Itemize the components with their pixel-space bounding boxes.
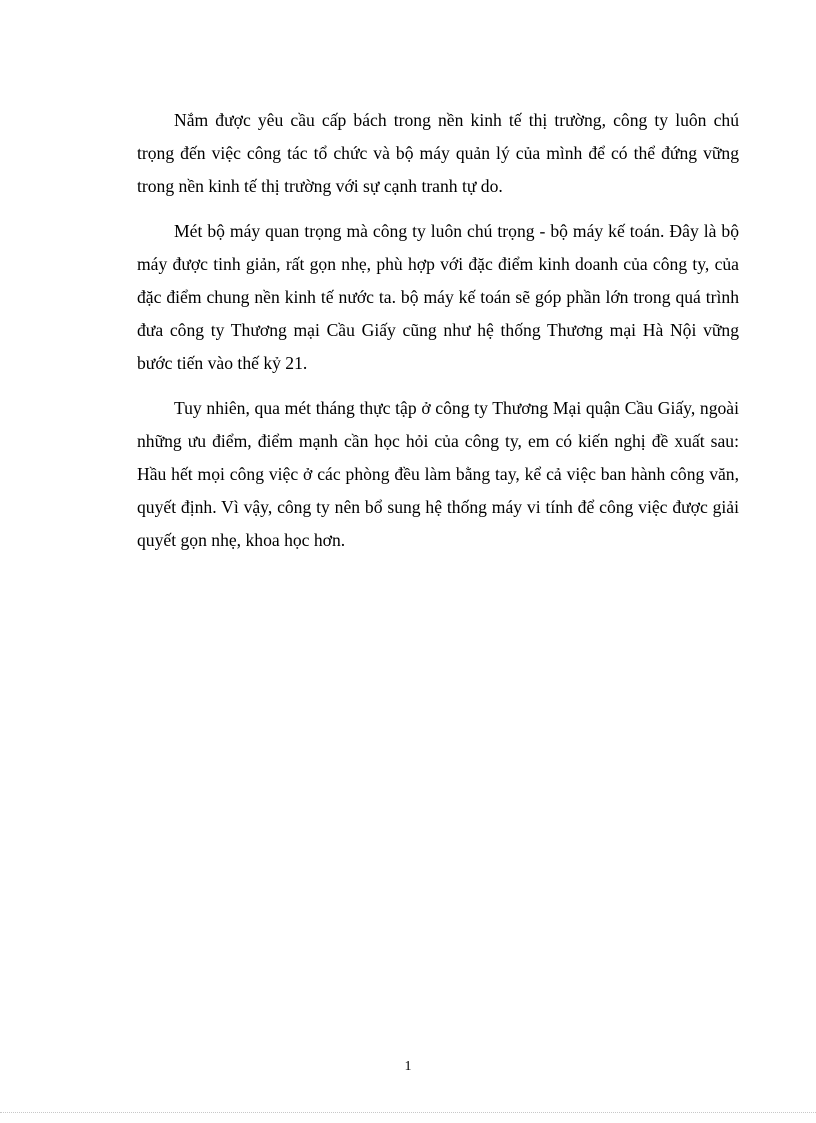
page-bottom-divider: [0, 1112, 816, 1113]
paragraph-2: Mét bộ máy quan trọng mà công ty luôn chú trọng - bộ máy kế toán. Đây là bộ máy được tinh giản, rất gọn nhẹ, phù hợp với đặc điểm kinh doanh của công ty, của đặc điểm chung nền kinh tế nước ta. bộ máy kế toán sẽ góp phần lớn trong quá trình đưa công ty Thương mại Cầu Giấy cũng như hệ thống Thương mại Hà Nội vững bước tiến vào thế kỷ 21.: [137, 221, 739, 373]
page-number: 1: [404, 1059, 412, 1074]
paragraph-1: Nắm được yêu cầu cấp bách trong nền kinh tế thị trường, công ty luôn chú trọng đến việc công tác tổ chức và bộ máy quản lý của mình để có thể đứng vững trong nền kinh tế thị trường với sự cạnh tranh tự do.: [137, 110, 739, 196]
paragraph-3: Tuy nhiên, qua mét tháng thực tập ở công ty Thương Mại quận Cầu Giấy, ngoài những ưu điểm, điểm mạnh cần học hỏi của công ty, em có kiến nghị đề xuất sau: Hầu hết mọi công việc ở các phòng đều làm bằng tay, kể cả việc ban hành công văn, quyết định. Vì vậy, công ty nên bổ sung hệ thống máy vi tính để công việc được giải quyết gọn nhẹ, khoa học hơn.: [137, 398, 739, 550]
body-text: [137, 104, 739, 569]
